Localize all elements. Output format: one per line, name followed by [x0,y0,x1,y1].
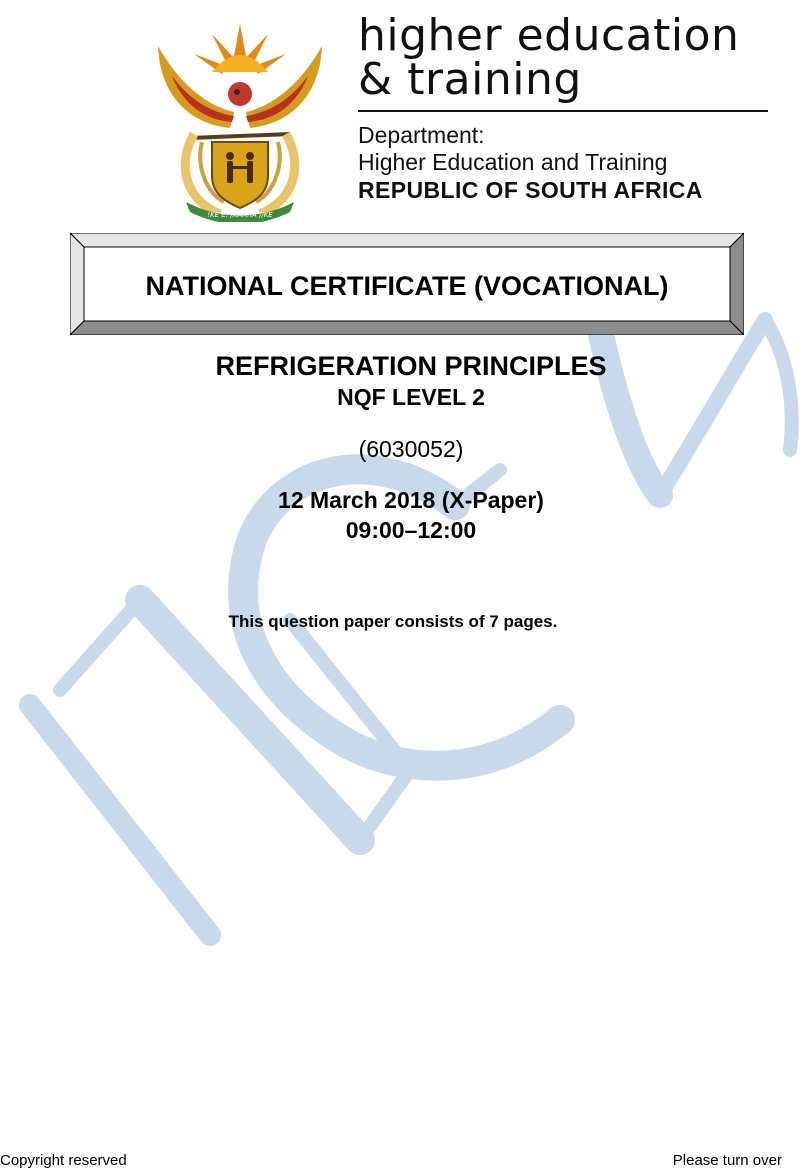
brand-rule [358,110,768,112]
brand-line-2: & training [358,54,582,105]
subject-title: REFRIGERATION PRINCIPLES [215,351,607,381]
subject-code: (6030052) [358,436,464,462]
dept-name: Higher Education and Training [358,149,668,175]
dept-label: Department: [358,122,485,148]
page-count-note: This question paper consists of 7 pages. [228,612,558,631]
nqf-level: NQF LEVEL 2 [337,384,485,410]
coat-of-arms-icon [150,16,330,222]
department-branding [358,10,778,204]
exam-time: 09:00–12:00 [345,517,477,543]
footer-copyright: Copyright reserved [0,1152,127,1169]
brand-line-1: higher education [358,10,740,61]
certificate-title: NATIONAL CERTIFICATE (VOCATIONAL) [145,270,669,301]
exam-date: 12 March 2018 (X-Paper) [278,487,544,513]
country-name: REPUBLIC OF SOUTH AFRICA [358,177,703,203]
footer-turn-over: Please turn over [672,1152,782,1169]
svg-text:!KE E: /XARRA //KE: !KE E: /XARRA //KE [207,211,273,219]
